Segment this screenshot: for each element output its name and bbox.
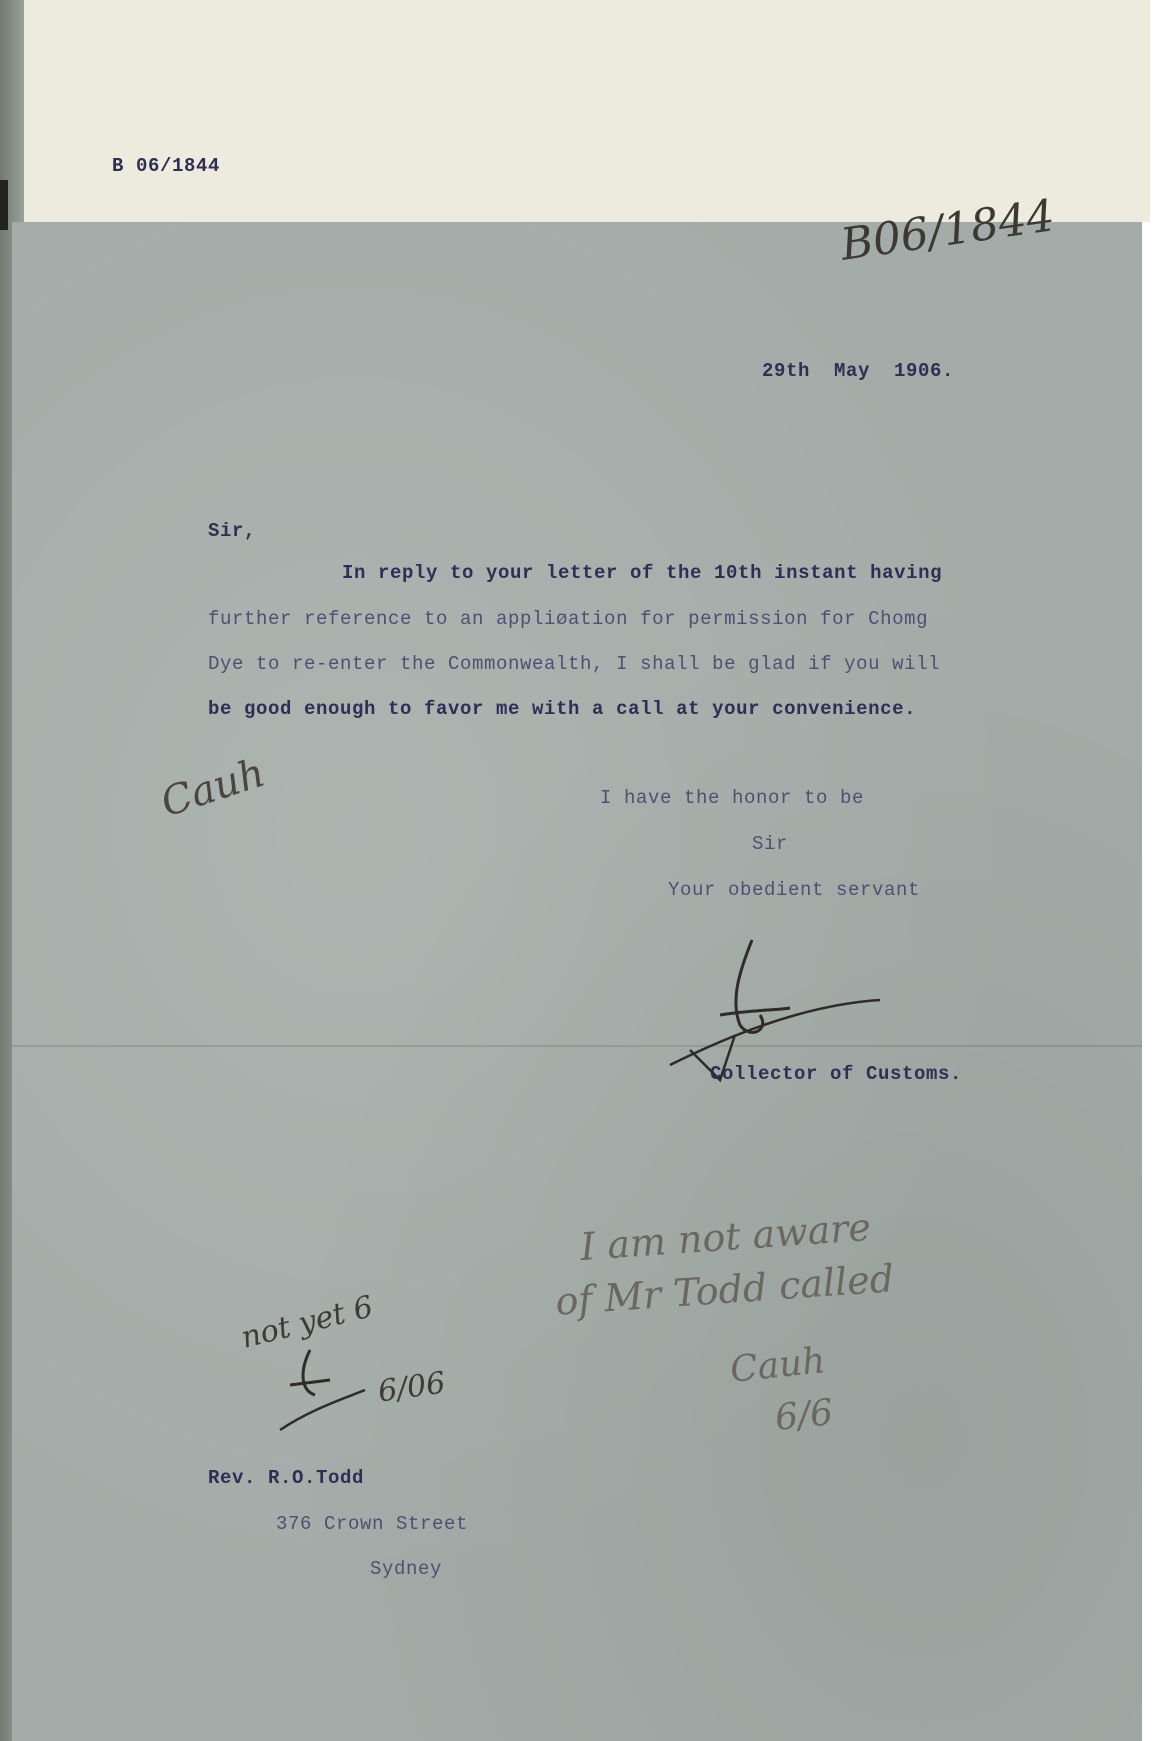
handwritten-note-line-2: of Mr Todd called bbox=[553, 1256, 896, 1324]
body-line-1: In reply to your letter of the 10th instant having bbox=[342, 562, 943, 584]
address-name: Rev. R.O.Todd bbox=[208, 1467, 365, 1489]
body-line-4: be good enough to favor me with a call at your convenience. bbox=[208, 698, 917, 720]
handwritten-reference: B06/1844 bbox=[837, 190, 1058, 271]
file-reference: B 06/1844 bbox=[112, 155, 221, 177]
body-line-2: further reference to an appliøation for permission for Chomg bbox=[208, 608, 929, 630]
file-folder-tab bbox=[0, 0, 1150, 230]
letter-date: 29th May 1906. bbox=[762, 360, 955, 382]
salutation: Sir, bbox=[208, 520, 257, 542]
body-line-3: Dye to re-enter the Commonwealth, I shall be glad if you will bbox=[208, 653, 941, 675]
handwritten-left-note-line-1: not yet 6 bbox=[237, 1289, 377, 1356]
closing-line-3: Your obedient servant bbox=[668, 879, 921, 901]
closing-line-2: Sir bbox=[752, 833, 789, 855]
signature-title: Collector of Customs. bbox=[710, 1063, 963, 1085]
binding-mark bbox=[0, 180, 8, 230]
address-city: Sydney bbox=[370, 1558, 443, 1580]
right-margin bbox=[1142, 222, 1160, 1741]
handwritten-left-note-line-2: 6/06 bbox=[375, 1365, 448, 1410]
closing-line-1: I have the honor to be bbox=[600, 787, 865, 809]
handwritten-note-line-3: Cauh bbox=[728, 1340, 828, 1391]
address-street: 376 Crown Street bbox=[276, 1513, 469, 1535]
letter-sheet bbox=[12, 222, 1152, 1741]
handwritten-note-line-4: 6/6 bbox=[773, 1392, 835, 1439]
fold-line bbox=[12, 1045, 1152, 1047]
handwritten-note-line-1: I am not aware bbox=[578, 1204, 873, 1270]
handwritten-initials: Cauh bbox=[155, 749, 271, 827]
left-initials-mark bbox=[270, 1320, 370, 1440]
